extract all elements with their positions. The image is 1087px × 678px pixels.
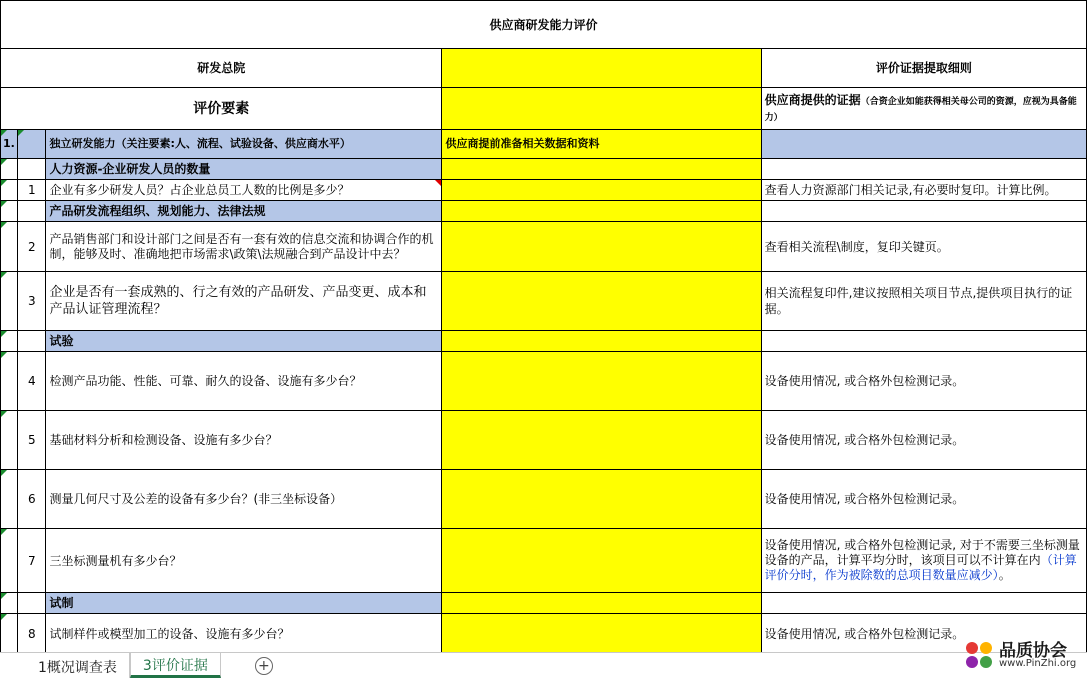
- supplier-cell[interactable]: [442, 222, 761, 272]
- supplier-cell[interactable]: [442, 331, 761, 352]
- question-cell[interactable]: 检测产品功能、性能、可靠、耐久的设备、设施有多少台？: [46, 352, 442, 411]
- question-cell[interactable]: 三坐标测量机有多少台？: [46, 529, 442, 593]
- evidence-cell[interactable]: 相关流程复印件,建议按照相关项目节点,提供项目执行的证据。: [761, 272, 1086, 331]
- subsection-cell[interactable]: 试制: [46, 593, 442, 614]
- question-cell[interactable]: 基础材料分析和检测设备、设施有多少台？: [46, 411, 442, 470]
- evidence-tail: 。: [998, 568, 1011, 582]
- row-number-cell[interactable]: [18, 593, 46, 614]
- subsection-cell[interactable]: 产品研发流程组织、规划能力、法律法规: [46, 201, 442, 222]
- evidence-header-cell[interactable]: [761, 88, 1086, 130]
- row-number-cell[interactable]: 1: [18, 180, 46, 201]
- evidence-note: （计算评价分时，作为被除数的总项目数量应减少）: [764, 553, 1077, 582]
- evidence-cell[interactable]: 设备使用情况, 或合格外包检测记录。: [761, 470, 1086, 529]
- section-label-cell[interactable]: 独立研发能力（关注要素:人、流程、试验设备、供应商水平）: [46, 130, 442, 159]
- watermark-name: 品质协会: [999, 641, 1067, 661]
- supplier-prep-cell[interactable]: 供应商提前准备相关数据和资料: [442, 130, 761, 159]
- supplier-cell[interactable]: [442, 593, 761, 614]
- subsection-cell[interactable]: 试验: [46, 331, 442, 352]
- watermark: [961, 634, 1081, 674]
- supplier-cell[interactable]: [442, 614, 761, 654]
- row-gutter-cell[interactable]: [1, 201, 18, 222]
- blank-cell[interactable]: [18, 130, 46, 159]
- tab-evaluation-evidence[interactable]: 3评价证据: [130, 653, 221, 678]
- evidence-cell[interactable]: [761, 529, 1086, 593]
- supplier-cell[interactable]: [442, 49, 761, 88]
- elements-header-cell[interactable]: 评价要素: [1, 88, 442, 130]
- subsection-cell[interactable]: 人力资源-企业研发人员的数量: [46, 159, 442, 180]
- evidence-cell[interactable]: [761, 130, 1086, 159]
- row-gutter-cell[interactable]: [1, 222, 18, 272]
- row-gutter-cell[interactable]: [1, 180, 18, 201]
- evidence-cell[interactable]: [761, 593, 1086, 614]
- row-number-cell[interactable]: [18, 331, 46, 352]
- supplier-cell[interactable]: [442, 272, 761, 331]
- question-cell[interactable]: 产品销售部门和设计部门之间是否有一套有效的信息交流和协调合作的机制，能够及时、准确地把市场需求\政策\法规融合到产品设计中去？: [46, 222, 442, 272]
- tab-scroll-area: [0, 653, 26, 678]
- question-cell[interactable]: 企业是否有一套成熟的、行之有效的产品研发、产品变更、成本和产品认证管理流程？: [46, 272, 442, 331]
- row-gutter-cell[interactable]: [1, 331, 18, 352]
- supplier-cell[interactable]: [442, 470, 761, 529]
- evidence-header-label: 供应商提供的证据: [764, 92, 861, 107]
- tab-overview-survey[interactable]: 1概况调查表: [26, 653, 130, 678]
- supplier-cell[interactable]: [442, 411, 761, 470]
- supplier-cell[interactable]: [442, 159, 761, 180]
- plus-icon: +: [255, 657, 273, 675]
- evidence-header-note: （合资企业如能获得相关母公司的资源，应视为具备能力）: [764, 96, 1077, 123]
- question-cell[interactable]: 测量几何尺寸及公差的设备有多少台？(非三坐标设备）: [46, 470, 442, 529]
- row-number-cell[interactable]: 5: [18, 411, 46, 470]
- evidence-cell[interactable]: [761, 201, 1086, 222]
- row-number-cell[interactable]: 6: [18, 470, 46, 529]
- row-gutter-cell[interactable]: [1, 352, 18, 411]
- supplier-cell[interactable]: [442, 352, 761, 411]
- dept-cell[interactable]: 研发总院: [1, 49, 442, 88]
- row-number-cell[interactable]: [18, 201, 46, 222]
- supplier-cell[interactable]: [442, 201, 761, 222]
- row-gutter-cell[interactable]: [1, 593, 18, 614]
- evidence-cell[interactable]: [761, 331, 1086, 352]
- evidence-cell[interactable]: 查看人力资源部门相关记录,有必要时复印。计算比例。: [761, 180, 1086, 201]
- row-number-cell[interactable]: 4: [18, 352, 46, 411]
- row-gutter-cell[interactable]: [1, 272, 18, 331]
- row-number-cell[interactable]: 7: [18, 529, 46, 593]
- row-number-cell[interactable]: 8: [18, 614, 46, 654]
- evidence-cell[interactable]: 设备使用情况, 或合格外包检测记录。: [761, 614, 1086, 654]
- evidence-cell[interactable]: 设备使用情况, 或合格外包检测记录。: [761, 411, 1086, 470]
- row-number-cell[interactable]: 3: [18, 272, 46, 331]
- row-gutter-cell[interactable]: [1, 411, 18, 470]
- criteria-header-cell[interactable]: 评价证据提取细则: [761, 49, 1086, 88]
- evidence-text: 设备使用情况, 或合格外包检测记录, 对于不需要三坐标测量设备的产品，计算平均分时，该项目可以不计算在内: [764, 538, 1080, 567]
- question-cell[interactable]: 试制样件或模型加工的设备、设施有多少台？: [46, 614, 442, 654]
- add-sheet-button[interactable]: [251, 653, 277, 678]
- evidence-cell[interactable]: [761, 159, 1086, 180]
- row-gutter-cell[interactable]: [1, 470, 18, 529]
- row-number-cell[interactable]: [18, 159, 46, 180]
- sheet-tab-bar: [0, 652, 1087, 678]
- row-gutter-cell[interactable]: [1, 614, 18, 654]
- question-cell[interactable]: 企业有多少研发人员？占企业总员工人数的比例是多少？: [46, 180, 442, 201]
- evidence-cell[interactable]: 查看相关流程\制度，复印关键页。: [761, 222, 1086, 272]
- sheet-title[interactable]: 供应商研发能力评价: [1, 1, 1087, 49]
- evidence-cell[interactable]: 设备使用情况, 或合格外包检测记录。: [761, 352, 1086, 411]
- row-number-cell[interactable]: 2: [18, 222, 46, 272]
- row-gutter-cell[interactable]: [1, 159, 18, 180]
- watermark-url: www.PinZhi.org: [999, 658, 1077, 669]
- section-number-cell[interactable]: 1.: [1, 130, 18, 159]
- supplier-cell[interactable]: [442, 88, 761, 130]
- supplier-cell[interactable]: [442, 529, 761, 593]
- row-gutter-cell[interactable]: [1, 529, 18, 593]
- supplier-cell[interactable]: [442, 180, 761, 201]
- pinzhi-logo-icon: [961, 638, 997, 672]
